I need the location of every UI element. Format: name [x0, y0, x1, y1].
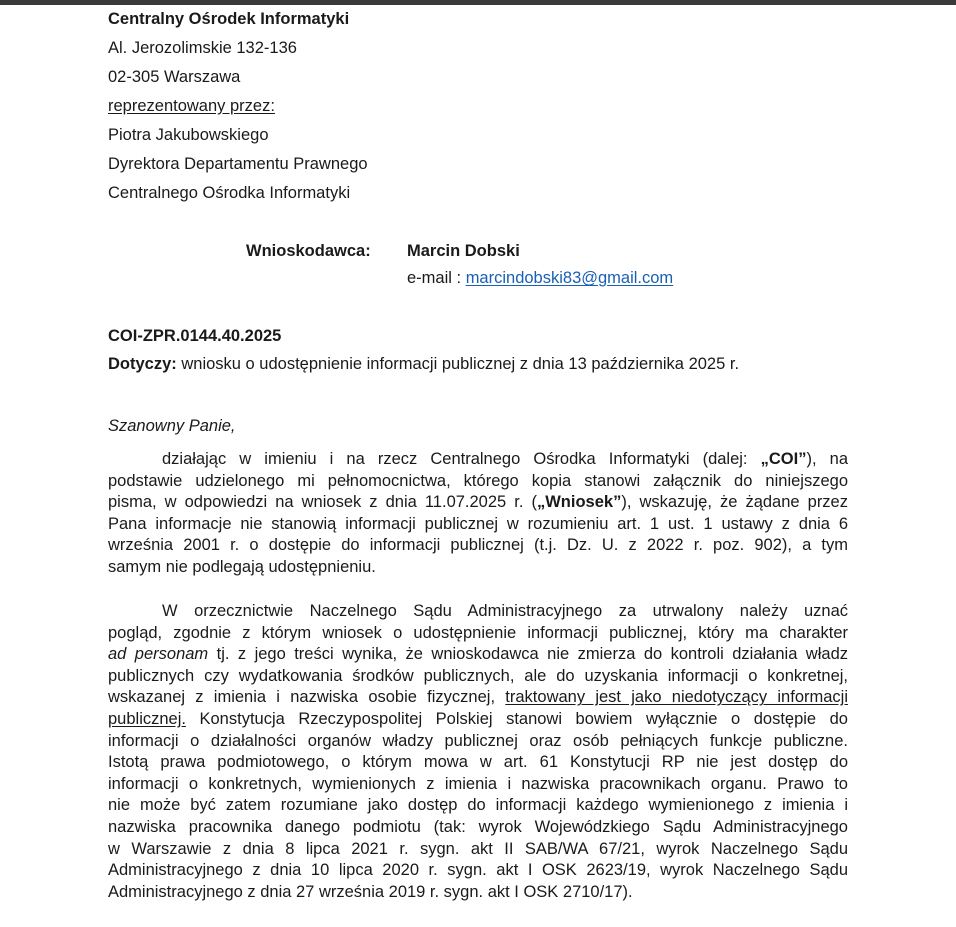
applicant-label: Wnioskodawca:	[246, 242, 371, 260]
p2-line: nazwiska pracownika danego podmiotu (tak: wyrok Wojewódzkiego Sądu Administracyjnego	[108, 817, 848, 836]
p1-line: Pana informacje nie stanowią informacji publicznej w rozumieniu art. 1 ust. 1 ustawy z dnia 6	[108, 514, 848, 533]
p1-line: września 2001 r. o dostępie do informacji publicznej (t.j. Dz. U. z 2022 r. poz. 902), a tym	[108, 536, 848, 555]
paragraph-1	[108, 449, 848, 579]
sender-street: Al. Jerozolimskie 132-136	[108, 39, 297, 57]
represented-by-label: reprezentowany przez:	[108, 97, 275, 115]
p2-line: Istotą prawa podmiotowego, o którym mowa w art. 61 Konstytucji RP nie jest dostęp do	[108, 753, 848, 772]
p2-line: Administracyjnego z dnia 27 września 2019 r. sygn. akt I OSK 2710/17).	[108, 882, 633, 901]
applicant-email-line	[407, 268, 673, 288]
subject-text: wniosku o udostępnienie informacji publicznej z dnia 13 października 2025 r.	[176, 355, 740, 373]
applicant-name: Marcin Dobski	[407, 242, 520, 260]
p2-line: informacji o działalności organów władzy publicznej oraz osób pełniących funkcje publiczne.	[108, 731, 848, 750]
p2-line: ad personam tj. z jego treści wynika, że wnioskodawca nie zmierza do kontroli działania władz	[108, 645, 848, 664]
p2-line: Administracyjnego z dnia 10 lipca 2020 r. sygn. akt I OSK 2623/19, wyrok Naczelnego Sądu	[108, 861, 848, 880]
p2-line: pogląd, zgodnie z którym wniosek o udostępnienie informacji publicznej, który ma charakter	[108, 623, 848, 642]
sender-city: 02-305 Warszawa	[108, 68, 241, 86]
salutation: Szanowny Panie,	[108, 417, 236, 435]
p1-line: działając w imieniu i na rzecz Centralnego Ośrodka Informatyki (dalej: „COI”), na	[162, 450, 848, 468]
p1-line: pisma, w odpowiedzi na wniosek z dnia 11.07.2025 r. („Wniosek”), wskazuję, że żądane przez	[108, 493, 848, 512]
sender-name: Centralny Ośrodek Informatyki	[108, 10, 350, 28]
reference-number: COI-ZPR.0144.40.2025	[108, 327, 282, 345]
representative-name: Piotra Jakubowskiego	[108, 126, 269, 144]
email-link[interactable]: marcindobski83@gmail.com	[465, 269, 674, 287]
subject-label: Dotyczy:	[108, 355, 177, 373]
email-label: e-mail :	[407, 269, 466, 287]
representative-organization: Centralnego Ośrodka Informatyki	[108, 184, 351, 202]
p2-line: publicznych czy wydatkowania środków publicznych, ale do uzyskania informacji o konkretnej,	[108, 666, 848, 685]
representative-position: Dyrektora Departamentu Prawnego	[108, 155, 368, 173]
p1-line: podstawie udzielonego mi pełnomocnictwa, którego kopia stanowi załącznik do niniejszego	[108, 471, 848, 490]
p2-line: nie może być zatem rozumiane jako dostęp do informacji każdego wymienionego z imienia i	[108, 796, 848, 815]
p2-line: publicznej. Konstytucja Rzeczypospolitej Polskiej stanowi bowiem wyłącznie o dostępie do	[108, 709, 848, 728]
p2-line: w Warszawie z dnia 8 lipca 2021 r. sygn. akt II SAB/WA 67/21, wyrok Naczelnego Sądu	[108, 839, 848, 858]
p2-line: wskazanej z imienia i nazwiska osobie fizycznej, traktowany jest jako niedotyczący informacji	[108, 688, 848, 707]
p1-line: samym nie podlegają udostępnieniu.	[108, 557, 376, 576]
p2-line: informacji o konkretnych, wymienionych z imienia i nazwiska pracownikach organu. Prawo to	[108, 774, 848, 793]
p2-line: W orzecznictwie Naczelnego Sądu Administracyjnego za utrwalony należy uznać	[162, 602, 848, 620]
subject-line	[108, 354, 739, 374]
paragraph-2	[108, 601, 848, 903]
